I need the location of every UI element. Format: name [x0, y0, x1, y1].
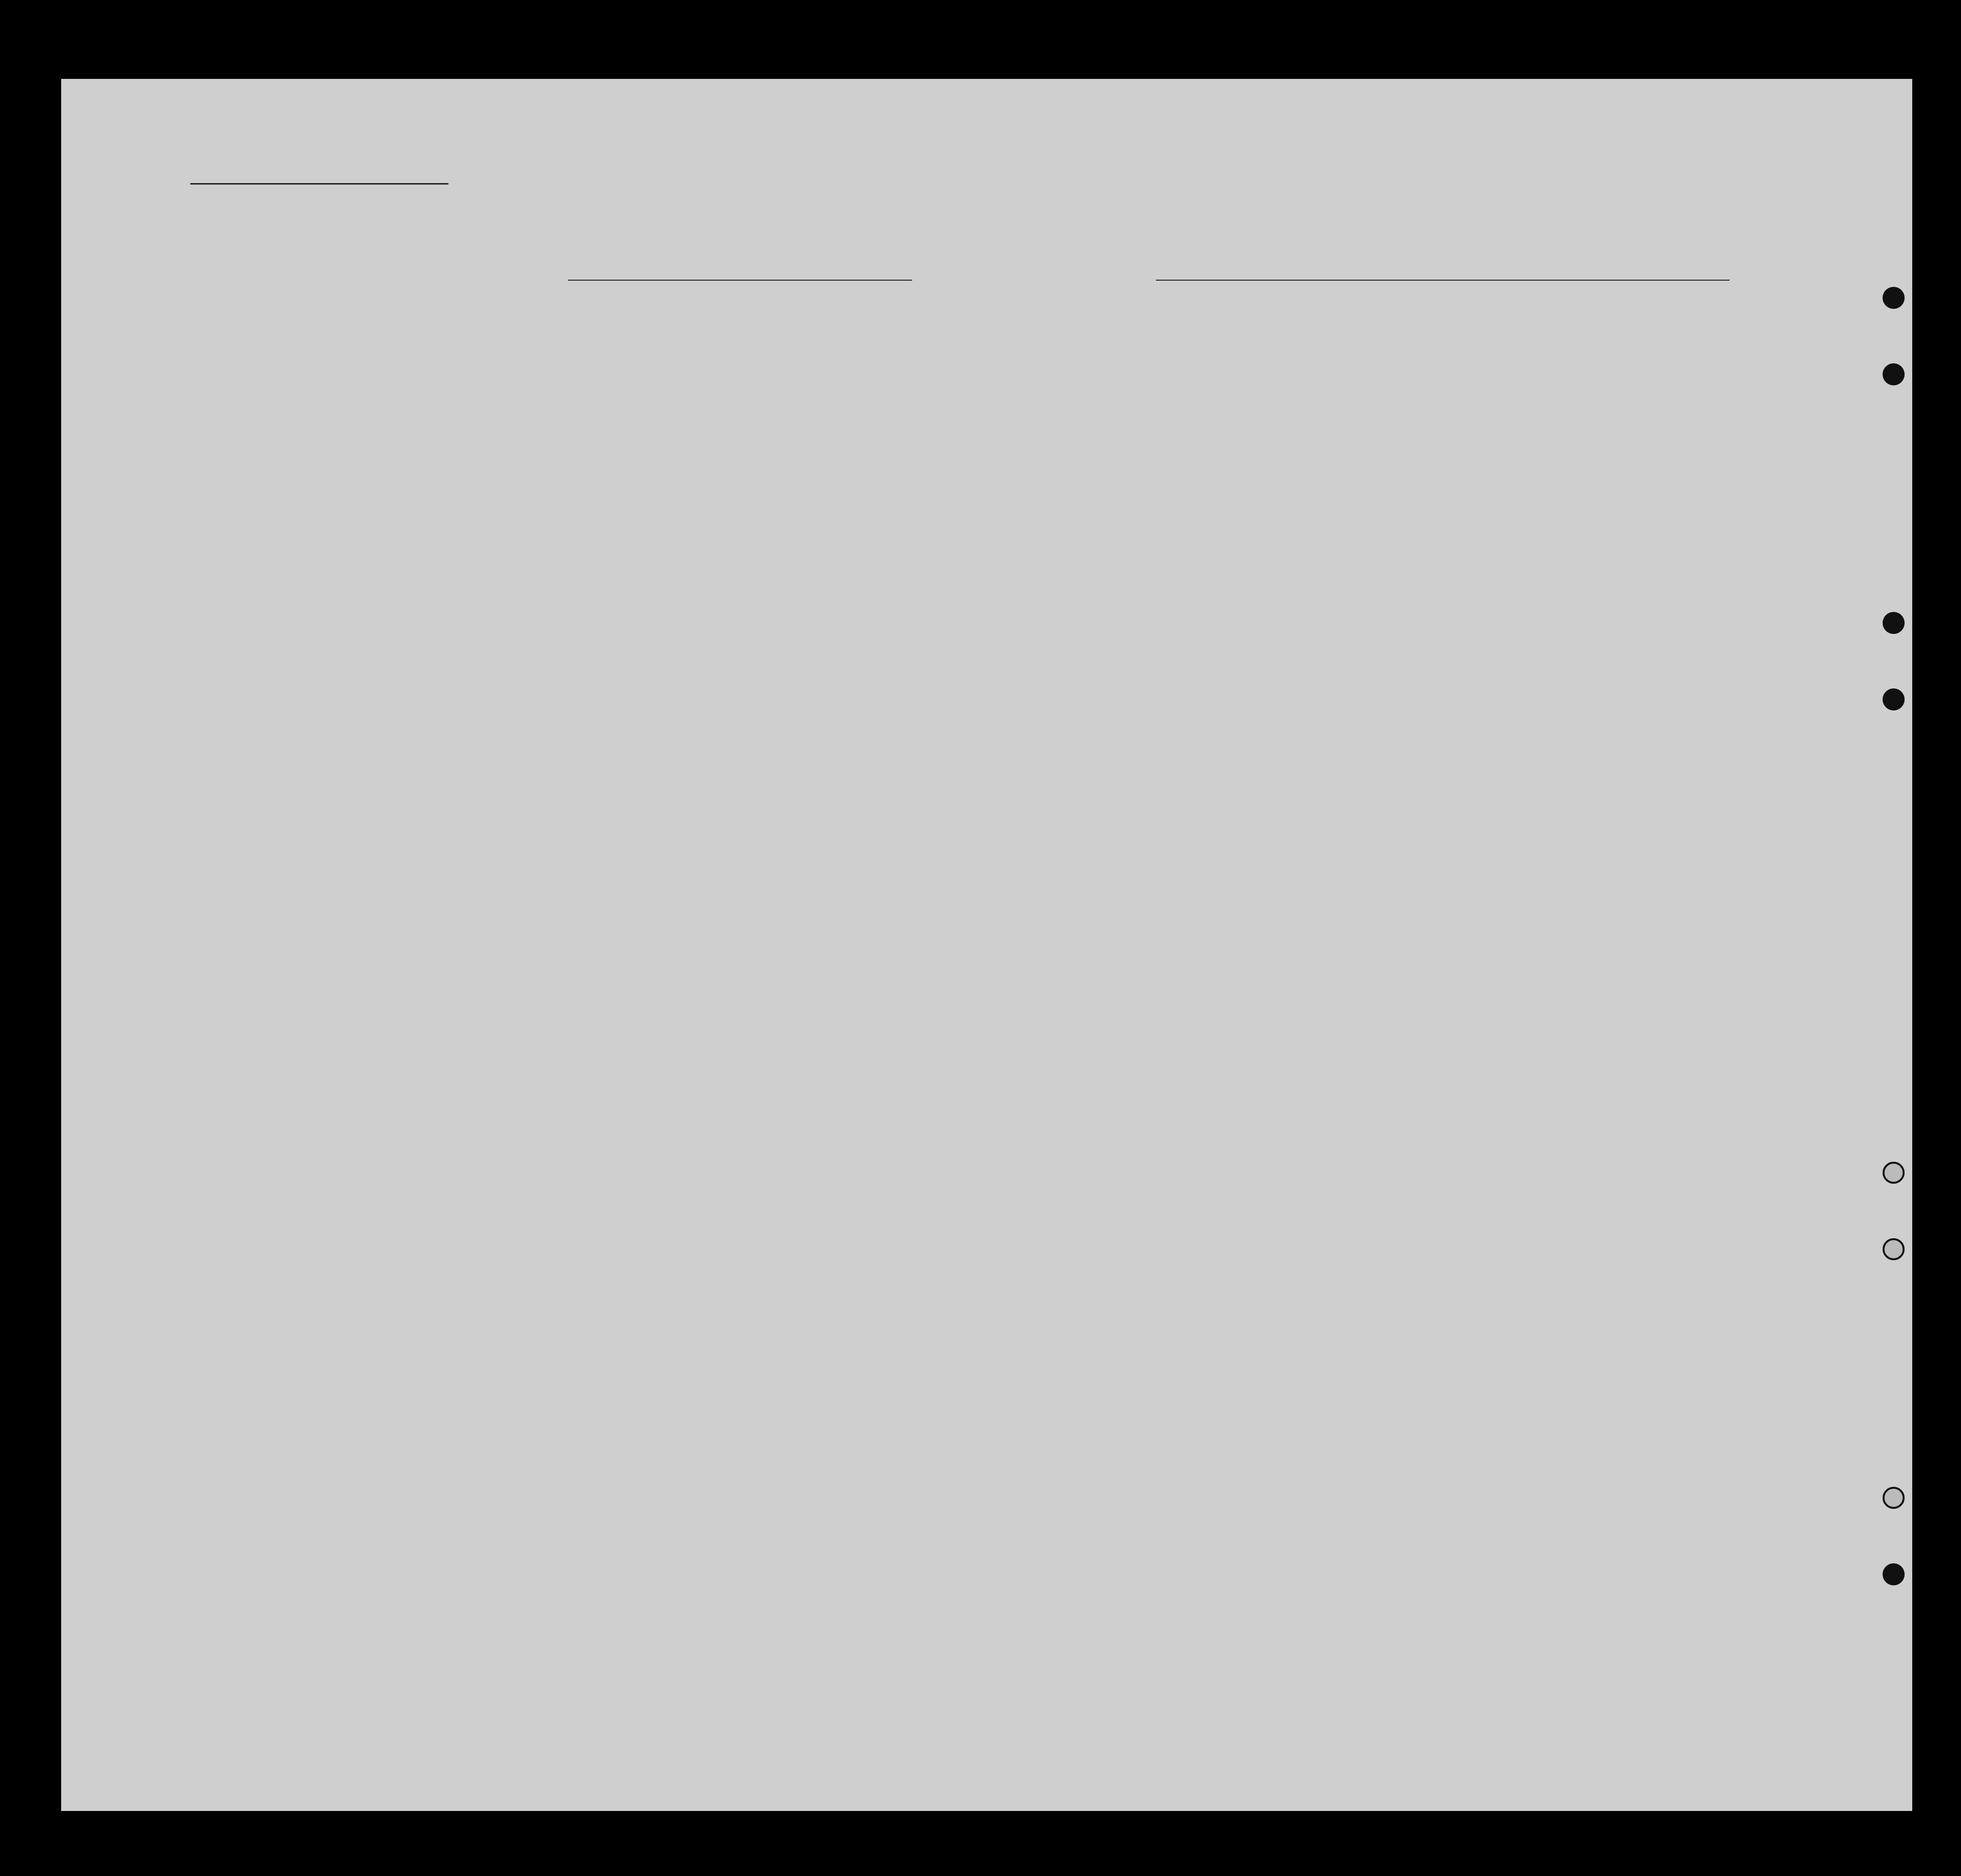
binder-hole: [1883, 287, 1905, 309]
binder-hole: [1883, 1162, 1905, 1184]
binder-hole: [1883, 1487, 1905, 1509]
binder-hole: [1883, 688, 1905, 710]
sailing-underline: [1156, 280, 1730, 281]
binder-hole: [1883, 612, 1905, 634]
table-grid: [61, 79, 1912, 1811]
list-underline: [190, 183, 448, 185]
ship-underline: [568, 280, 912, 281]
binder-hole: [1883, 1238, 1905, 1260]
binder-hole: [1883, 363, 1905, 385]
manifest-sheet: [61, 79, 1912, 1811]
binder-hole: [1883, 1563, 1905, 1585]
